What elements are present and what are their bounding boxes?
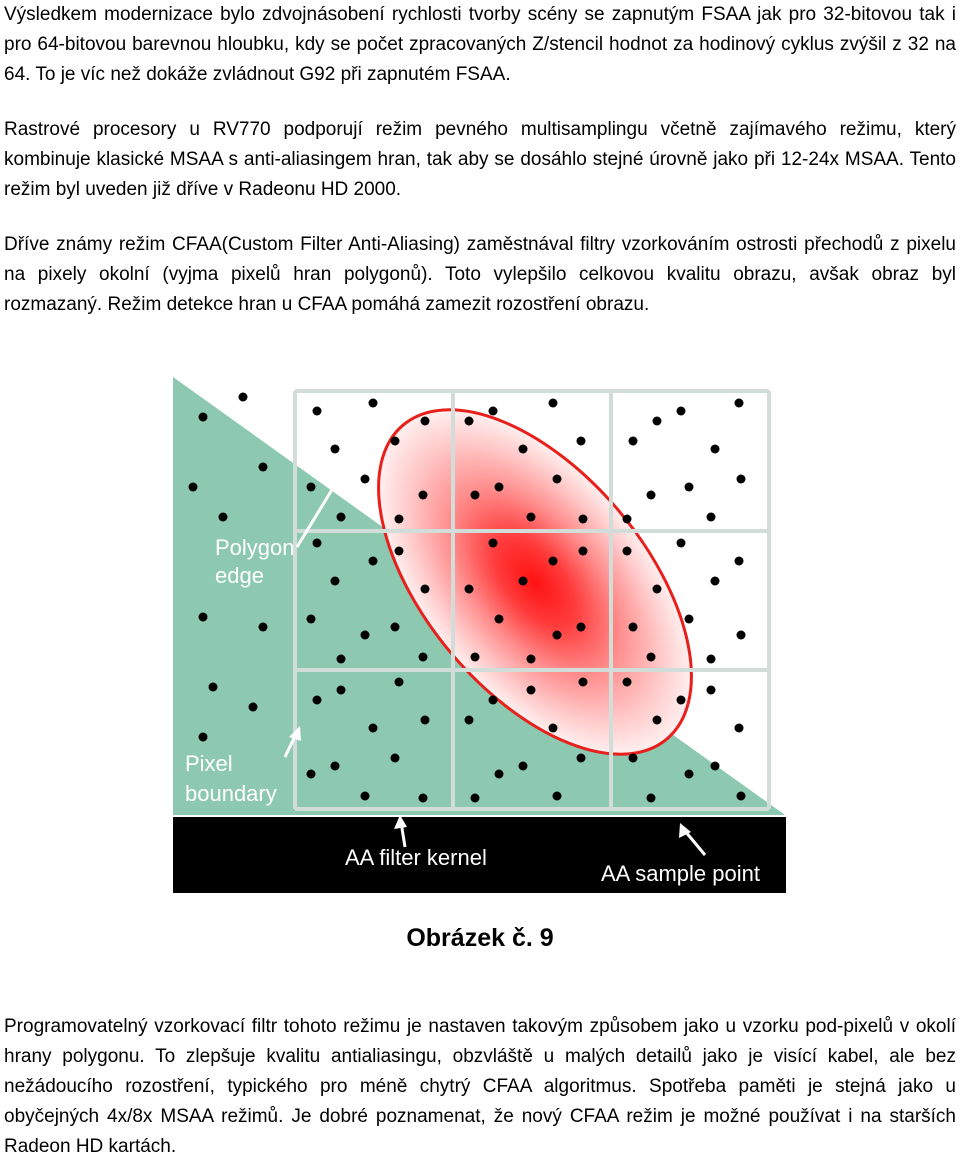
aa-filter-kernel-label: AA filter kernel	[345, 845, 487, 870]
sample-point	[711, 577, 720, 586]
sample-point	[735, 399, 744, 408]
sample-point	[553, 631, 562, 640]
sample-point	[489, 539, 498, 548]
sample-point	[419, 653, 428, 662]
sample-point	[577, 754, 586, 763]
sample-point	[391, 437, 400, 446]
sample-point	[361, 475, 370, 484]
sample-point	[519, 762, 528, 771]
sample-point	[395, 547, 404, 556]
sample-point	[707, 513, 716, 522]
sample-point	[331, 445, 340, 454]
sample-point	[471, 794, 480, 803]
sample-point	[489, 696, 498, 705]
sample-point	[549, 399, 558, 408]
sample-point	[331, 577, 340, 586]
sample-point	[313, 407, 322, 416]
pixel-boundary-label-line2: boundary	[185, 781, 277, 806]
sample-point	[577, 623, 586, 632]
sample-point	[629, 623, 638, 632]
sample-point	[471, 653, 480, 662]
sample-point	[711, 445, 720, 454]
sample-point	[737, 631, 746, 640]
sample-point	[549, 557, 558, 566]
sample-point	[465, 716, 474, 725]
sample-point	[579, 547, 588, 556]
sample-point	[421, 585, 430, 594]
sample-point	[249, 703, 258, 712]
polygon-edge-label-line1: Polygon	[215, 535, 295, 560]
sample-point	[647, 653, 656, 662]
sample-point	[421, 716, 430, 725]
sample-point	[647, 794, 656, 803]
sample-point	[471, 491, 480, 500]
sample-point	[395, 678, 404, 687]
aa-diagram-svg	[173, 377, 786, 893]
sample-point	[313, 696, 322, 705]
sample-point	[495, 483, 504, 492]
sample-point	[259, 623, 268, 632]
sample-point	[307, 615, 316, 624]
sample-point	[199, 613, 208, 622]
sample-point	[653, 585, 662, 594]
sample-point	[629, 754, 638, 763]
sample-point	[553, 475, 562, 484]
sample-point	[313, 539, 322, 548]
sample-point	[653, 716, 662, 725]
sample-point	[629, 437, 638, 446]
sample-point	[579, 678, 588, 687]
sample-point	[361, 792, 370, 801]
intro-paragraph: Výsledkem modernizace bylo zdvojnásobení rychlosti tvorby scény se zapnutým FSAA jak pro 32-bitovou tak i pro 64-bitovou barevnou hloubku, kdy se počet zpracovaných Z/stencil hodnot za hodinový cyklus zvýšil z 32 na 64. To je víc než dokáže zvládnout G92 při zapnutém FSAA.	[4, 4, 956, 85]
sample-point	[361, 631, 370, 640]
sample-point	[495, 770, 504, 779]
sample-point	[421, 417, 430, 426]
sample-point	[495, 615, 504, 624]
sample-point	[519, 577, 528, 586]
sample-point	[707, 686, 716, 695]
sample-point	[527, 686, 536, 695]
sample-point	[209, 683, 218, 692]
aa-sample-point-label: AA sample point	[601, 861, 760, 886]
aa-filter-diagram	[173, 377, 786, 893]
sample-point	[577, 437, 586, 446]
sample-point	[677, 407, 686, 416]
sample-point	[307, 483, 316, 492]
programmable-filter-paragraph: Programovatelný vzorkovací filtr tohoto režimu je nastaven takovým způsobem jako u vzorku pod-pixelů v okolí hrany polygonu. To zlepšuje kvalitu antialiasingu, obzvláště u malých detailů jako je visící kabel, ale bez nežádoucího rozostření, typického pro méně chytrý CFAA algoritmus. Spotřeba paměti je stejná jako u obyčejných 4x/8x MSAA režimů. Je dobré poznamenat, že nový CFAA režim je možné používat i na starších Radeon HD kartách.	[4, 1016, 956, 1157]
sample-point	[519, 445, 528, 454]
sample-point	[369, 399, 378, 408]
sample-point	[259, 463, 268, 472]
cfaa-paragraph: Dříve známy režim CFAA(Custom Filter Anti-Aliasing) zaměstnával filtry vzorkováním ostrosti přechodů z pixelu na pixely okolní (vyjma pixelů hran polygonů). Toto vylepšilo celkovou kvalitu obrazu, avšak obraz byl rozmazaný. Režim detekce hran u CFAA pomáhá zamezit rozostření obrazu.	[4, 234, 956, 315]
sample-point	[685, 770, 694, 779]
sample-point	[685, 483, 694, 492]
sample-point	[465, 585, 474, 594]
sample-point	[549, 724, 558, 733]
sample-point	[199, 413, 208, 422]
rv770-paragraph: Rastrové procesory u RV770 podporují režim pevného multisamplingu včetně zajímavého režimu, který kombinuje klasické MSAA s anti-aliasingem hran, tak aby se dosáhlo stejné úrovně jako při 12-24x MSAA. Tento režim byl uveden již dříve v Radeonu HD 2000.	[4, 119, 956, 200]
sample-point	[219, 513, 228, 522]
sample-point	[707, 655, 716, 664]
sample-point	[465, 417, 474, 426]
sample-point	[685, 615, 694, 624]
sample-point	[307, 770, 316, 779]
sample-point	[419, 491, 428, 500]
sample-point	[623, 547, 632, 556]
sample-point	[623, 515, 632, 524]
sample-point	[369, 557, 378, 566]
sample-point	[735, 557, 744, 566]
sample-point	[579, 515, 588, 524]
figure-caption: Obrázek č. 9	[406, 924, 554, 952]
sample-point	[677, 696, 686, 705]
sample-point	[677, 539, 686, 548]
sample-point	[239, 393, 248, 402]
sample-point	[711, 762, 720, 771]
sample-point	[419, 794, 428, 803]
sample-point	[369, 724, 378, 733]
sample-point	[735, 724, 744, 733]
sample-point	[337, 686, 346, 695]
sample-point	[337, 513, 346, 522]
sample-point	[527, 655, 536, 664]
sample-point	[395, 515, 404, 524]
sample-point	[647, 491, 656, 500]
sample-point	[391, 754, 400, 763]
sample-point	[489, 407, 498, 416]
sample-point	[553, 792, 562, 801]
sample-point	[189, 483, 198, 492]
sample-point	[737, 792, 746, 801]
sample-point	[199, 733, 208, 742]
sample-point	[653, 417, 662, 426]
pixel-boundary-label-line1: Pixel	[185, 751, 233, 776]
sample-point	[337, 655, 346, 664]
polygon-edge-label-line2: edge	[215, 563, 264, 588]
sample-point	[391, 623, 400, 632]
sample-point	[623, 678, 632, 687]
sample-point	[527, 513, 536, 522]
sample-point	[737, 475, 746, 484]
sample-point	[331, 762, 340, 771]
